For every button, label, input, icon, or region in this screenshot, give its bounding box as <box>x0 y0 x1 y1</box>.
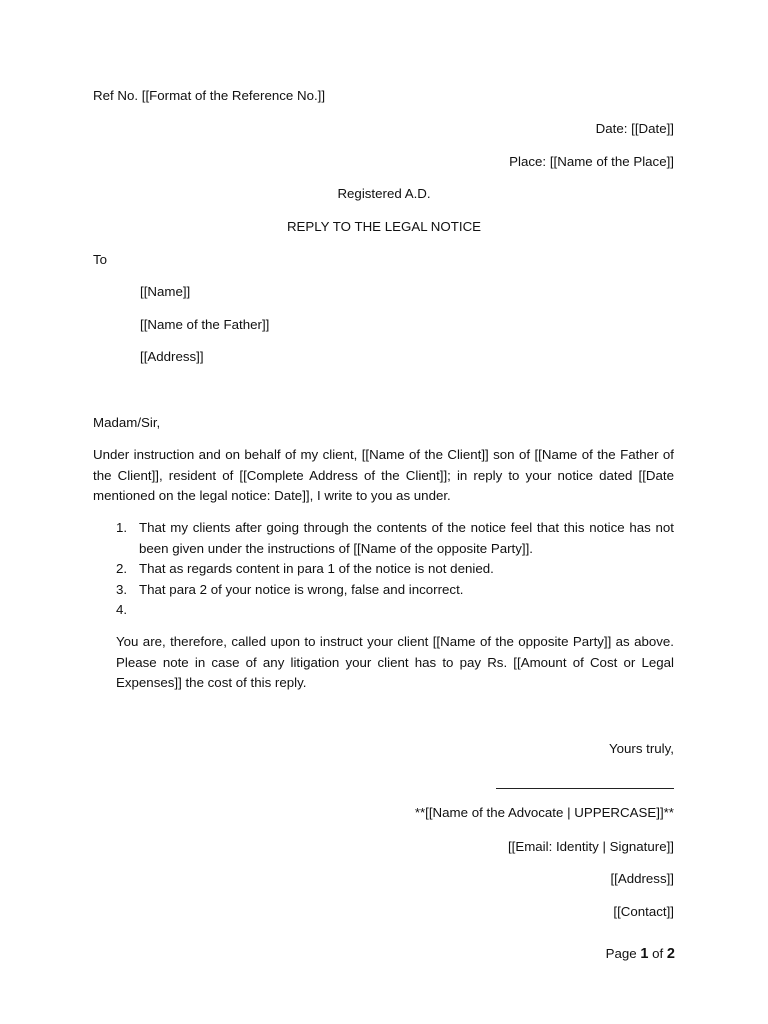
addressee-address: [[Address]] <box>140 349 204 364</box>
list-item <box>116 580 674 601</box>
advocate-name: **[[Name of the Advocate | UPPERCASE]]** <box>414 805 674 820</box>
notice-place: Place: [[Name of the Place]] <box>509 154 674 169</box>
registered-ad-label: Registered A.D. <box>337 186 431 201</box>
of-word: of <box>652 946 664 961</box>
advocate-address: [[Address]] <box>610 871 674 886</box>
page-number <box>606 946 675 962</box>
page-word: Page <box>605 946 637 961</box>
list-number: 4. <box>116 602 128 617</box>
list-number: 1. <box>116 520 128 535</box>
intro-paragraph: Under instruction and on behalf of my client, [[Name of the Client]] son of [[Name of the Father of the Client]], resident of [[Complete Address of the Client]]; in reply to your notice dated [[Date mentioned on the legal notice: Date]], I write to you as under. <box>93 447 674 503</box>
addressee-name: [[Name]] <box>140 284 191 299</box>
yours-truly: Yours truly, <box>608 741 674 756</box>
advocate-email: [[Email: Identity | Signature]] <box>507 839 674 854</box>
list-text: That para 2 of your notice is wrong, false and incorrect. <box>139 581 464 597</box>
to-label: To <box>93 252 108 267</box>
list-text: That as regards content in para 1 of the notice is not denied. <box>139 561 494 576</box>
notice-date: Date: [[Date]] <box>595 121 674 136</box>
list-text: That my clients after going through the contents of the notice feel that this notice has not been given under the instructions of [[Name of the opposite Party]]. <box>139 520 674 556</box>
total-pages: 2 <box>666 946 675 962</box>
document-title: REPLY TO THE LEGAL NOTICE <box>286 219 482 234</box>
current-page: 1 <box>640 946 649 962</box>
reference-number: Ref No. [[Format of the Reference No.]] <box>93 88 326 103</box>
list-number: 2. <box>116 561 128 576</box>
list-number: 3. <box>116 581 128 597</box>
signature-line <box>496 778 674 789</box>
list-item <box>116 518 674 559</box>
numbered-points <box>116 518 674 621</box>
list-item <box>116 559 674 580</box>
addressee-father: [[Name of the Father]] <box>140 317 270 332</box>
salutation: Madam/Sir, <box>93 415 161 430</box>
closing-paragraph: You are, therefore, called upon to instruct your client [[Name of the opposite Party]] as above. Please note in case of any litigation your client has to pay Rs. [[Amount of Cost or Legal Expenses]] the cost of this reply. <box>116 634 674 690</box>
list-item <box>116 600 674 621</box>
advocate-contact: [[Contact]] <box>613 904 674 919</box>
